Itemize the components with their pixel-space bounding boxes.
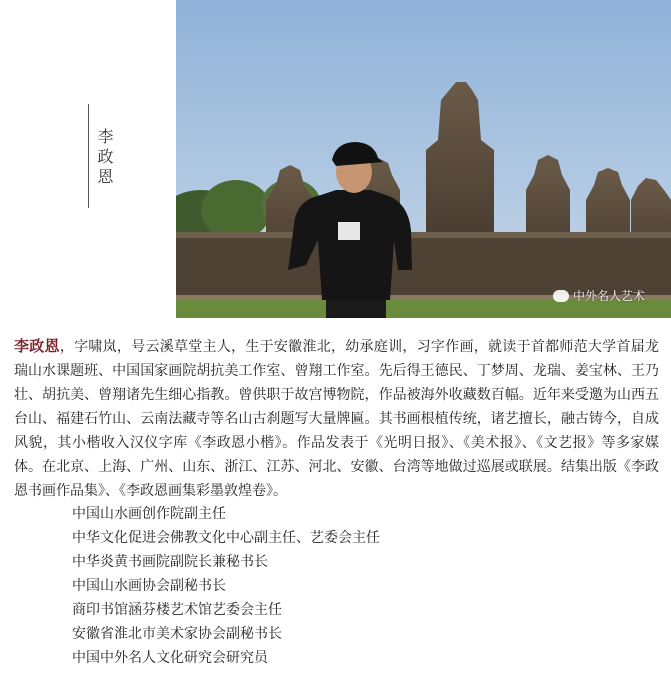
portrait-photo [176, 0, 671, 318]
temple-scene [176, 0, 671, 318]
vertical-divider [88, 104, 89, 208]
bio-name: 李政恩 [14, 337, 60, 355]
watermark-text: 中外名人艺术 [572, 289, 645, 303]
title-item: 中国中外名人文化研究会研究员 [72, 650, 268, 666]
vertical-name: 李政恩 [95, 128, 114, 188]
titles-list [72, 502, 632, 670]
title-item: 中华文化促进会佛教文化中心副主任、艺委会主任 [72, 530, 380, 546]
wechat-icon [553, 290, 569, 302]
title-item: 中华炎黄书画院副院长兼秘书长 [72, 554, 268, 570]
header-section [0, 0, 671, 318]
title-item: 中国山水画协会副秘书长 [72, 578, 226, 594]
title-item: 安徽省淮北市美术家协会副秘书长 [72, 626, 282, 642]
bio-text: ，字啸岚，号云溪草堂主人，生于安徽淮北，幼承庭训，习字作画，就读于首都师范大学首届龙瑞山水课题班、中国国家画院胡抗美工作室、曾翔工作室。先后得王德民、丁梦周、龙瑞、姜宝林、王乃壮、胡抗美、曾翔诸先生细心指教。曾供职于故宫博物院，作品被海外收藏数百幅。近年来受邀为山西五台山、福建石竹山、云南法藏寺等名山古刹题写大量牌匾。其书画根植传统，诸艺擅长，融古铸今，自成风貌，其小楷收入汉仪字库《李政恩小楷》。作品发表于《光明日报》、《美术报》、《文艺报》等多家媒体。在北京、上海、广州、山东、浙江、江苏、河北、安徽、台湾等地做过巡展或联展。结集出版《李政恩书画作品集》、《李政恩画集彩墨敦煌卷》。 [14, 339, 659, 499]
title-item: 中国山水画创作院副主任 [72, 506, 226, 522]
title-item: 商印书馆涵芬楼艺术馆艺委会主任 [72, 602, 282, 618]
watermark [553, 287, 645, 304]
biography-paragraph [14, 334, 659, 503]
